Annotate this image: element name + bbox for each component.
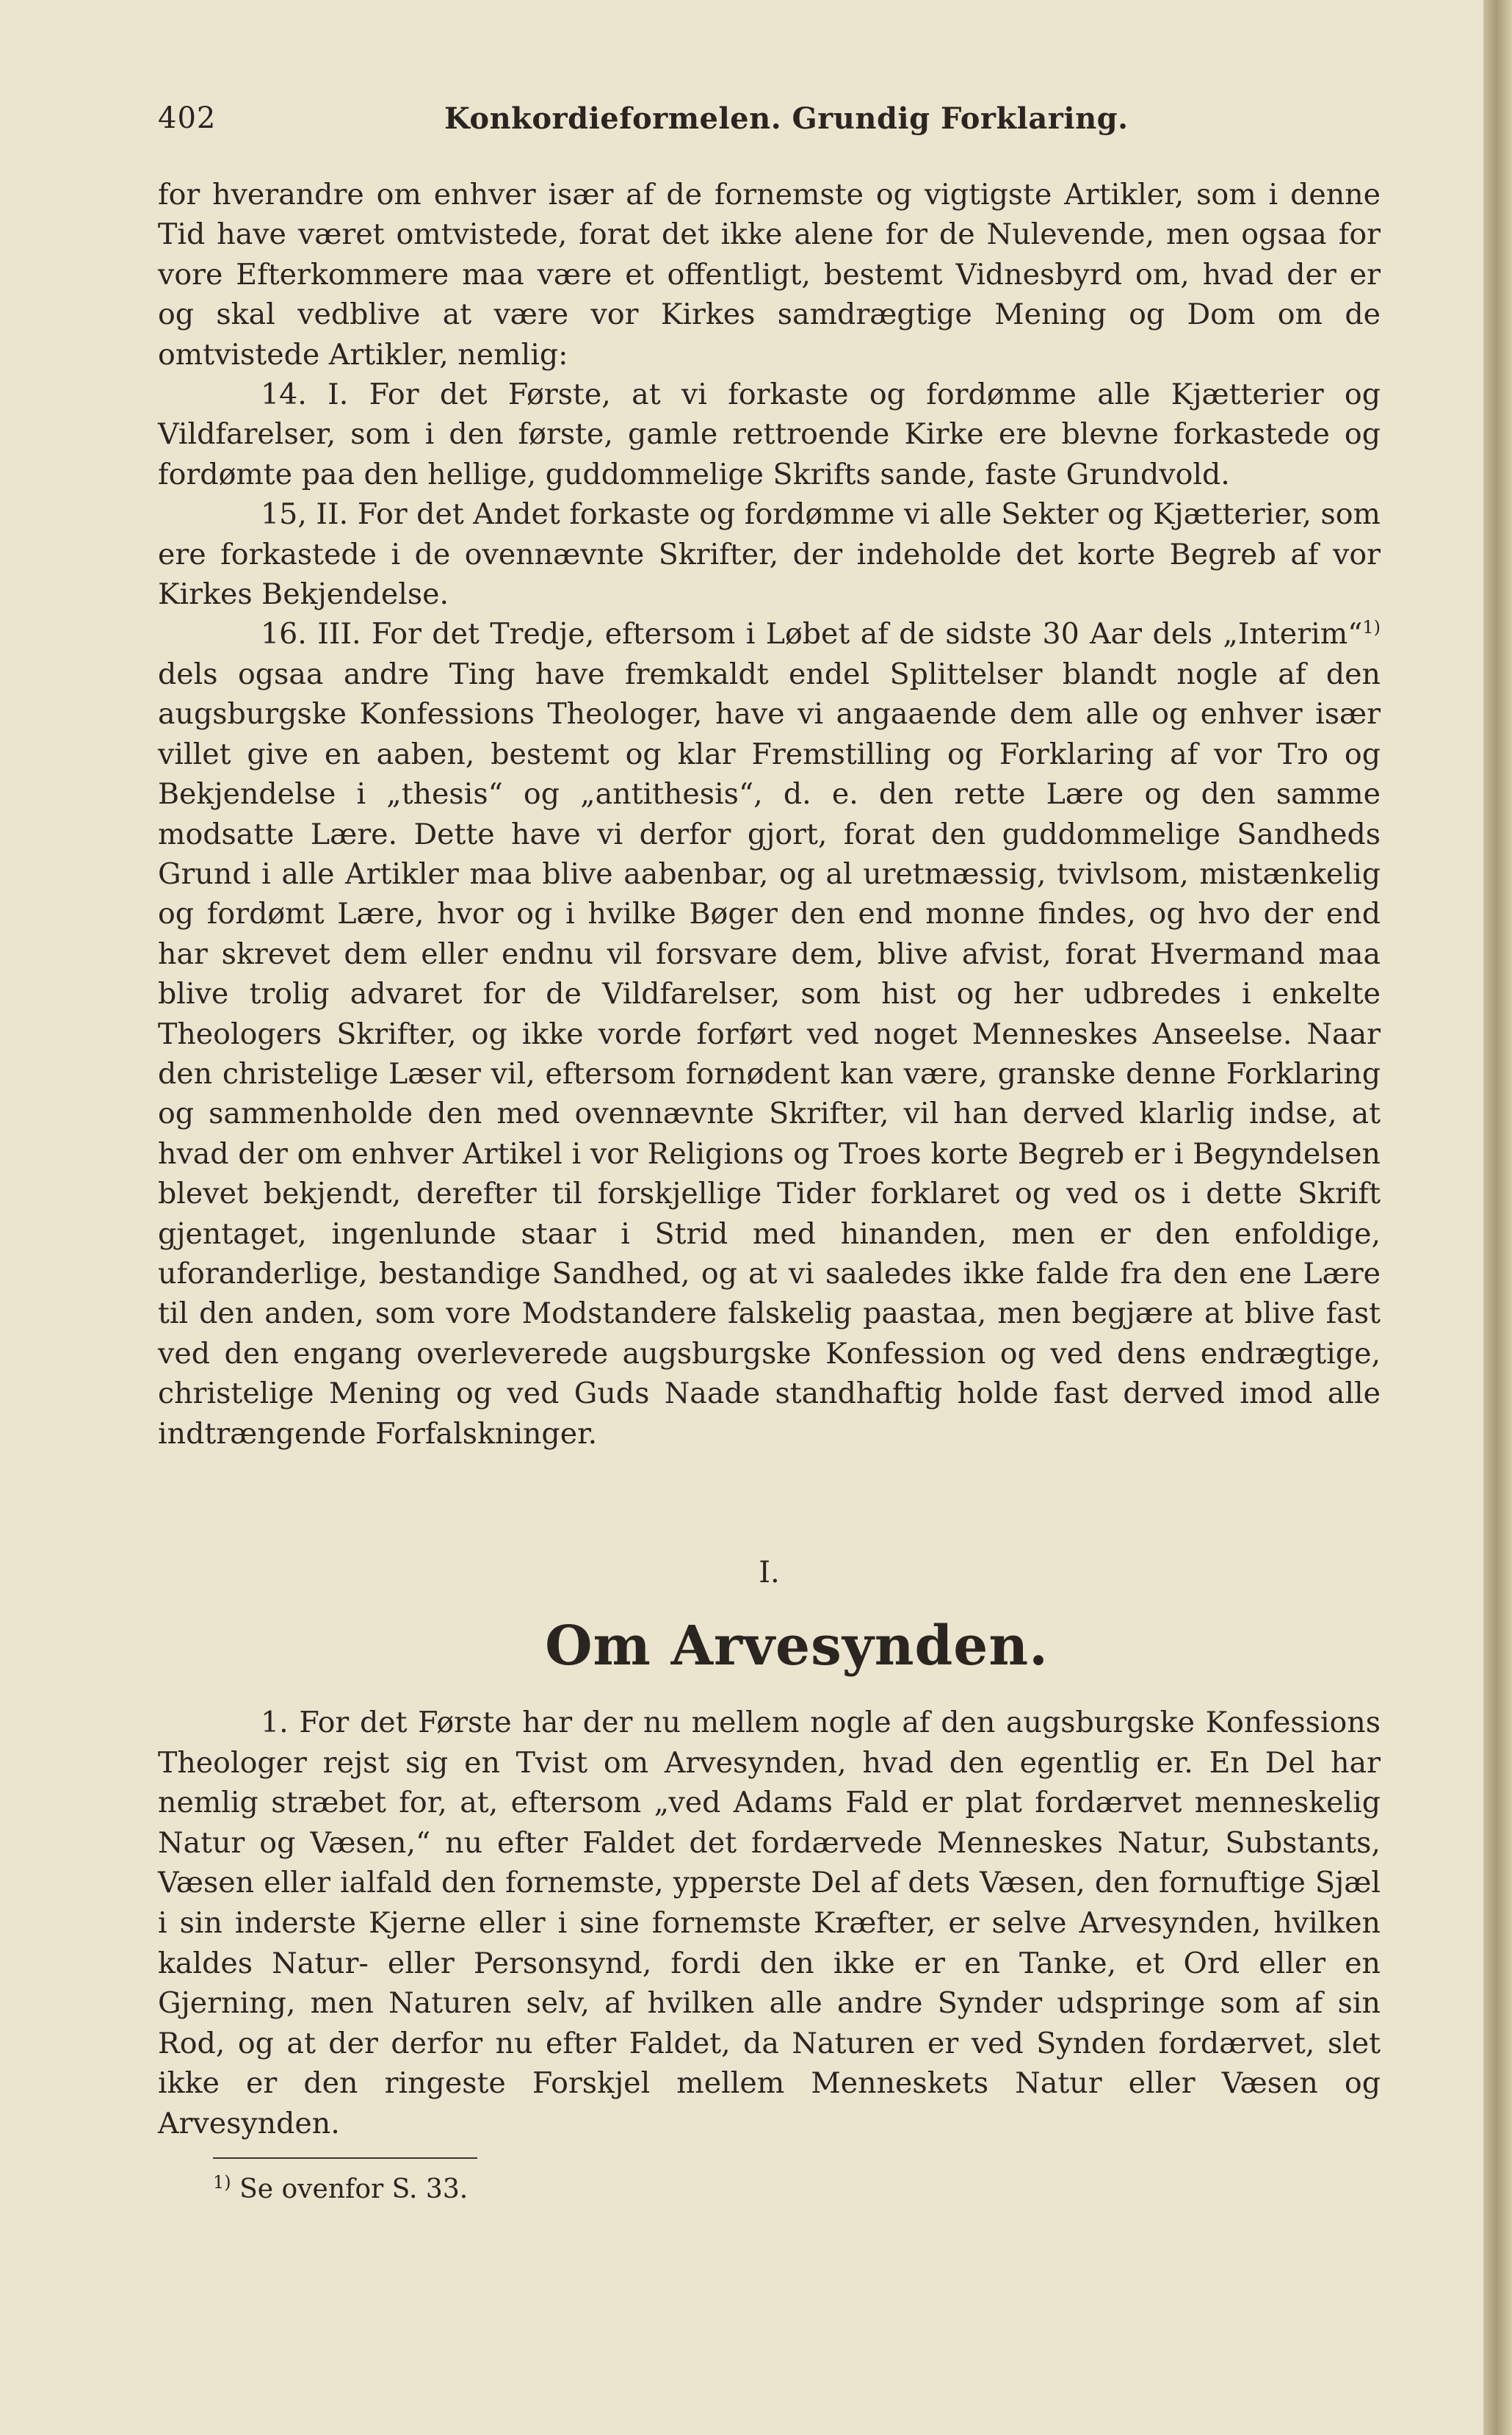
point-14: 14. I. For det Første, at vi forkaste og fordømme alle Kjætterier og Vildfarelser, som i den første, gamle rettroende Kirke ere blevne forkastede og fordømte paa den hellige, guddommelige Skrifts sande, faste Grundvold.	[158, 378, 1381, 491]
footnote-text: Se ovenfor S. 33.	[239, 2174, 469, 2204]
point-16	[158, 614, 1381, 1454]
point-15: 15, II. For det Andet forkaste og fordømme vi alle Sekter og Kjætterier, som ere forkastede i de ovennævnte Skrifter, der indeholde det korte Begreb af vor Kirkes Bekjendelse.	[158, 497, 1381, 612]
page-number: 402	[158, 101, 217, 135]
section-paragraph: 1. For det Første har der nu mellem nogle af den augsburgske Konfessions Theologer rejst sig en Tvist om Arvesynden, hvad den egentlig er. En Del har nemlig stræbet for, at, eftersom „ved Adams Fald er plat fordærvet menneskelig Natur og Væsen,“ nu efter Faldet det fordærvede Menneskes Natur, Substants, Væsen eller ialfald den fornemste, ypperste Del af dets Væsen, den fornuftige Sjæl i sin inderste Kjerne eller i sine fornemste Kræfter, er selve Arvesynden, hvilken kaldes Natur- eller Personsynd, fordi den ikke er en Tanke, et Ord eller en Gjerning, men Naturen selv, af hvilken alle andre Synder udspringe som af sin Rod, og at der derfor nu efter Faldet, da Naturen er ved Synden fordærvet, slet ikke er den ringeste Forskjel mellem Menneskets Natur eller Væsen og Arvesynden.	[158, 1706, 1381, 2140]
footnote-divider	[213, 2157, 477, 2159]
body-text	[158, 175, 1381, 1454]
section-title: Om Arvesynden.	[545, 1615, 1049, 1678]
page-edge	[1483, 0, 1512, 2435]
footnote-reference: 1)	[1362, 617, 1381, 638]
point-16-rest: dels ogsaa andre Ting have fremkaldt endel Splittelser blandt nogle af den augsburgske Konfessions Theologer, have vi angaaende dem alle og enhver især villet give en aaben, bestemt og klar Fremstilling og Forklaring af vor Tro og Bekjendelse i „thesis“ og „antithesis“, d. e. den rette Lære og den samme modsatte Lære. Dette have vi derfor gjort, forat den guddommelige Sandheds Grund i alle Artikler maa blive aabenbar, og al uretmæssig, tvivlsom, mistænkelig og fordømt Lære, hvor og i hvilke Bøger den end monne findes, og hvo der end har skrevet dem eller endnu vil forsvare dem, blive afvist, forat Hvermand maa blive trolig advaret for de Vildfarelser, som hist og her udbredes i enkelte Theologers Skrifter, og ikke vorde forført ved noget Menneskes Anseelse. Naar den christelige Læser vil, eftersom fornødent kan være, granske denne Forklaring og sammenholde den med ovennævnte Skrifter, vil han derved klarlig indse, at hvad der om enhver Artikel i vor Religions og Troes korte Begreb er i Begyndelsen blevet bekjendt, derefter til forskjellige Tider forklaret og ved os i dette Skrift gjentaget, ingenlunde staar i Strid med hinanden, men er den enfoldige, uforanderlige, bestandige Sandhed, og at vi saaledes ikke falde fra den ene Lære til den anden, som vore Modstandere falskelig paastaa, men begjære at blive fast ved den engang overleverede augsburgske Konfession og ved dens endrægtige, christelige Mening og ved Guds Naade standhaftig holde fast derved imod alle indtrængende Forfalskninger.	[158, 657, 1381, 1451]
page-header	[158, 101, 1388, 145]
footnote	[213, 2174, 468, 2204]
intro-paragraph: for hverandre om enhver især af de fornemste og vigtigste Artikler, som i denne Tid have været omtvistede, forat det ikke alene for de Nulevende, men ogsaa for vore Efterkommere maa være et offentligt, bestemt Vidnesbyrd om, hvad der er og skal vedblive at være vor Kirkes samdrægtige Mening og Dom om de omtvistede Artikler, nemlig:	[158, 178, 1381, 372]
section-body	[158, 1703, 1381, 2144]
running-head: Konkordieformelen. Grundig Forklaring.	[444, 101, 1129, 136]
section-number: I.	[759, 1556, 780, 1590]
point-16-start: 16. III. For det Tredje, eftersom i Løbet af de sidste 30 Aar dels „Interim“	[261, 617, 1363, 652]
footnote-marker: 1)	[213, 2172, 231, 2193]
